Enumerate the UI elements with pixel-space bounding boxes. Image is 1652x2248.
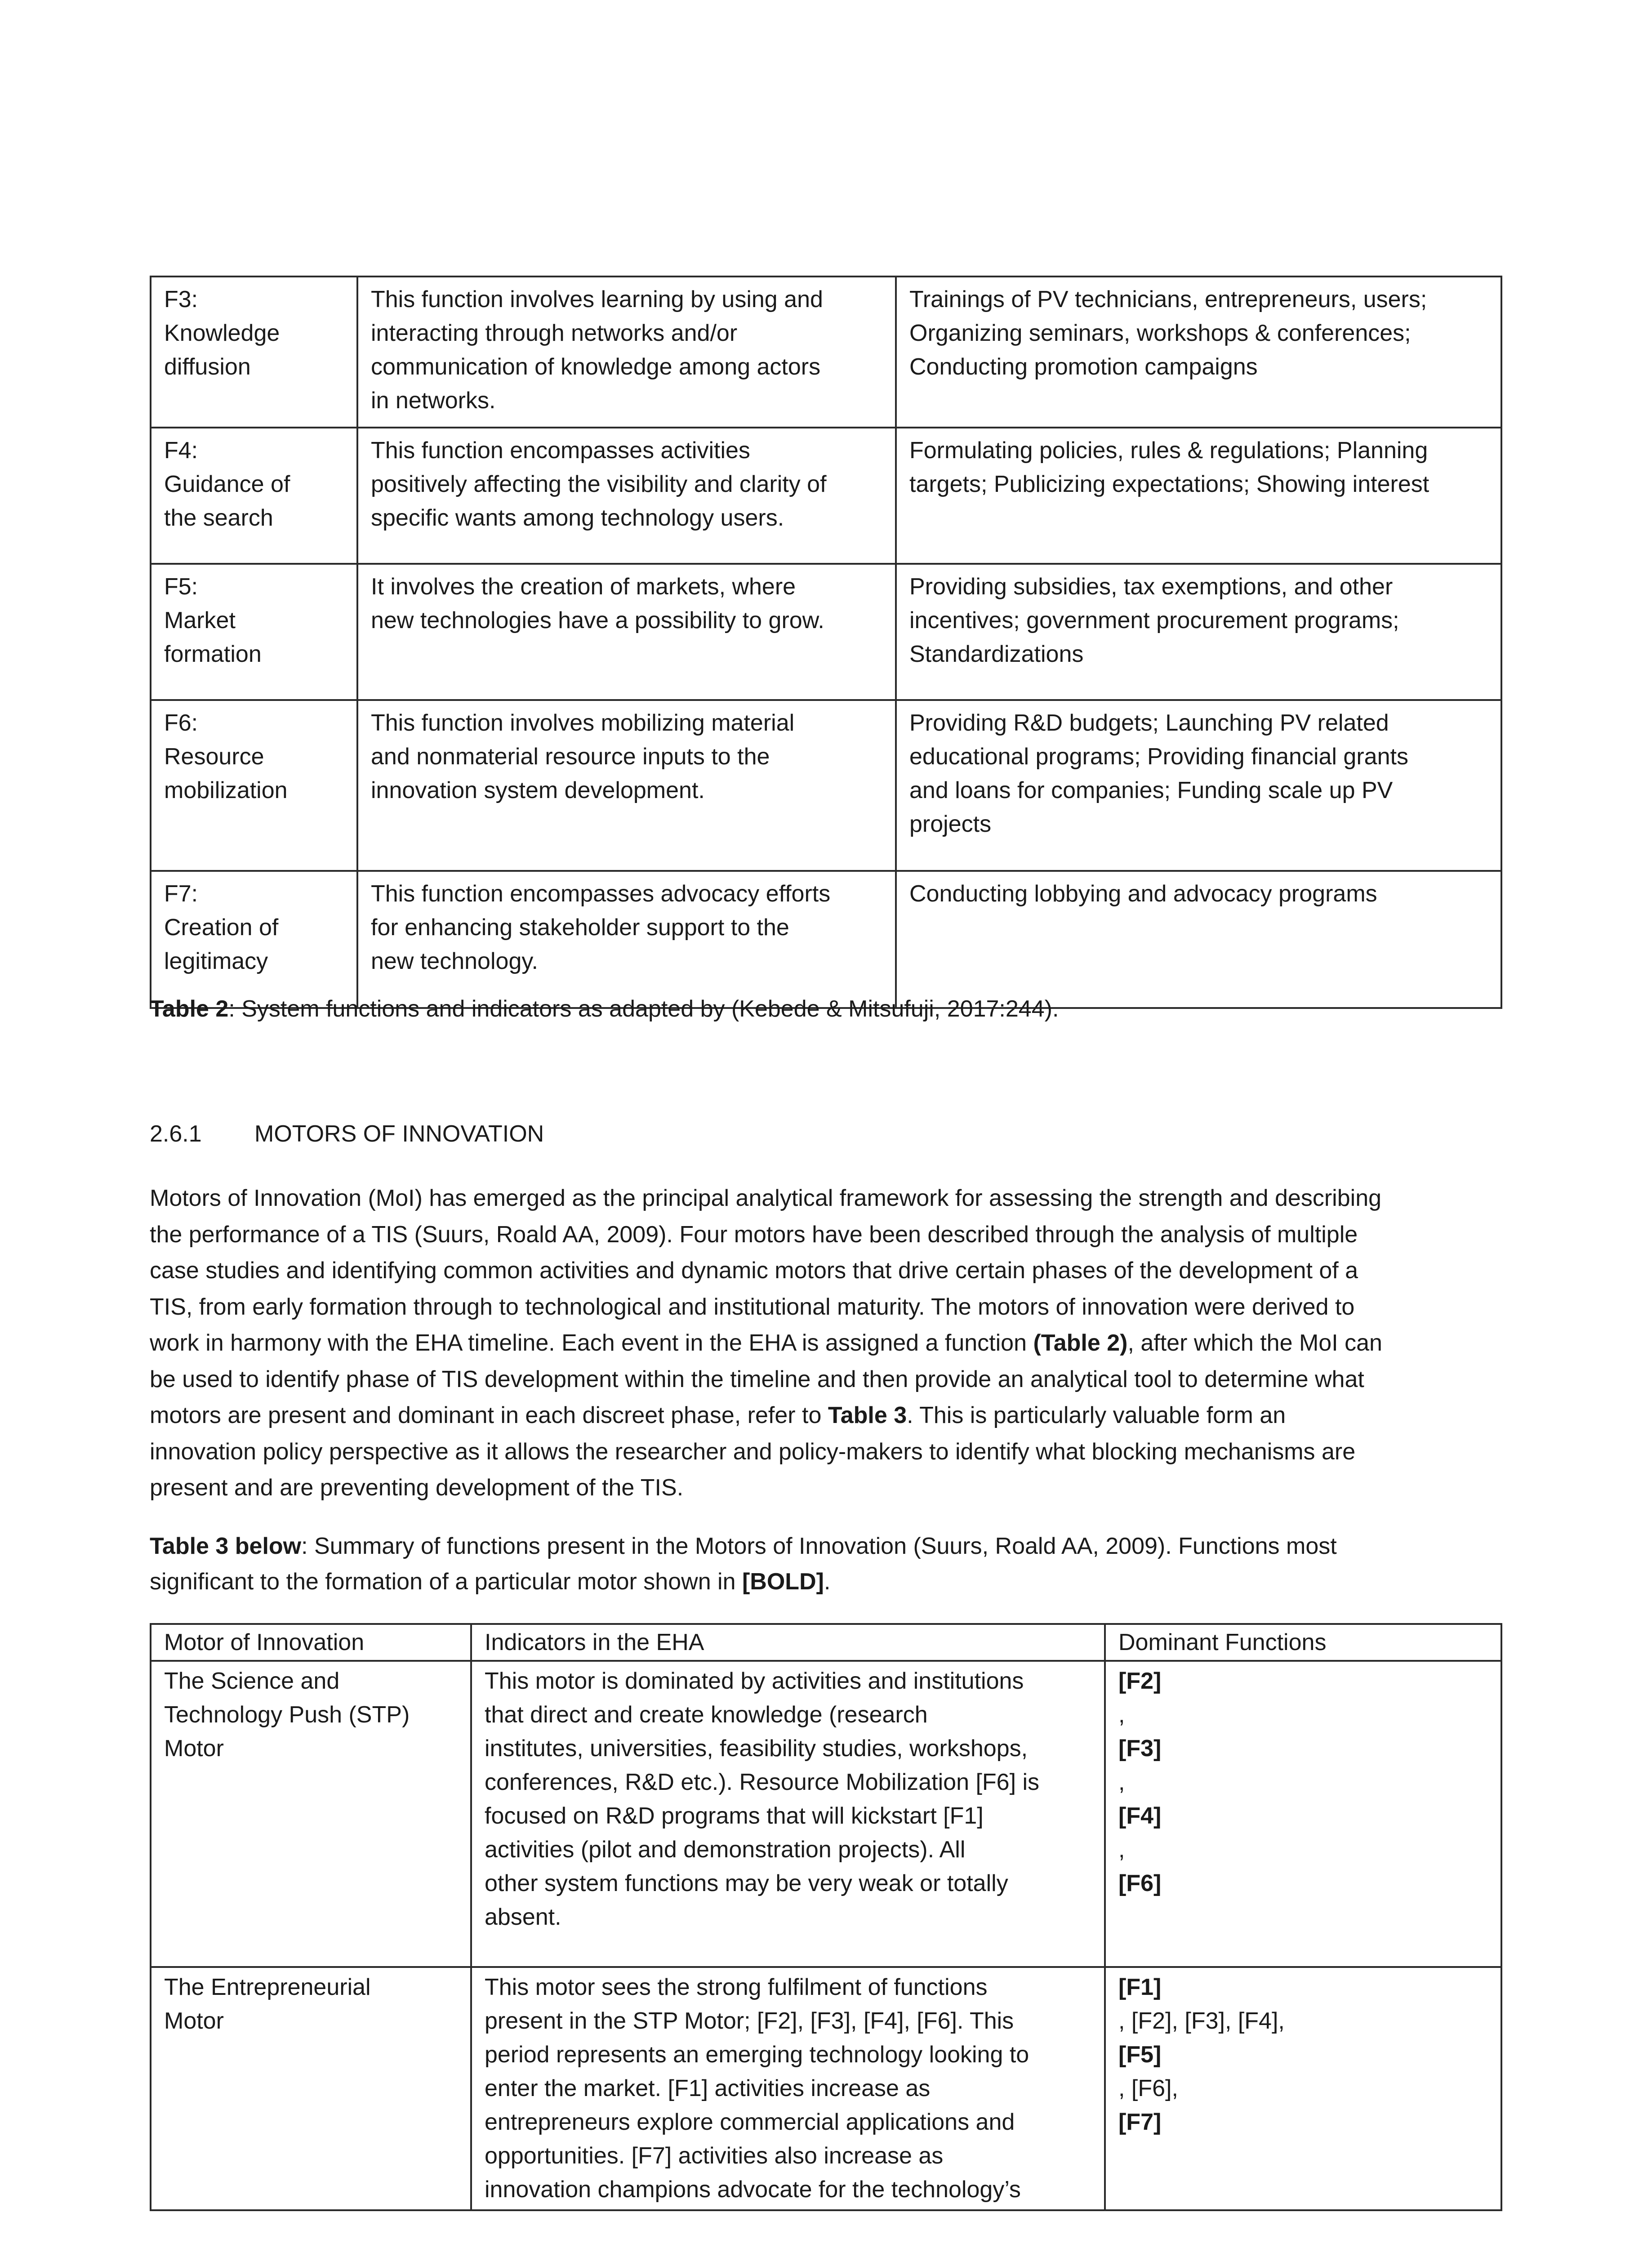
text-line: present and are preventing development of the TIS. (150, 1475, 684, 1501)
table-row (151, 700, 1501, 871)
table-row (151, 564, 1501, 700)
text-line: be used to identify phase of TIS development within the timeline and then provide an analytical tool to determine what (150, 1366, 1364, 1392)
function-cell: F5: Market formation (151, 564, 357, 700)
text-line: [F2] , [F3] , [F4] , [F6] (1118, 1668, 1162, 1896)
indicators-cell: Conducting lobbying and advocacy programs (896, 871, 1501, 1008)
text-line: [F7] (1118, 2109, 1162, 2135)
table-row (151, 1967, 1501, 2210)
description-cell: This function involves learning by using and interacting through networks and/or communication of knowledge among actors in networks. (357, 277, 896, 428)
motors-table (150, 1623, 1502, 2211)
text-line: [F1] , [F2], [F3], [F4], [F5] , [F6], (1118, 1974, 1285, 2101)
text-line: Table 3 below: Summary of functions present in the Motors of Innovation (Suurs, Roald AA, 2009). Functions most (150, 1533, 1337, 1559)
function-cell: F3: Knowledge diffusion (151, 277, 357, 428)
description-cell: This function encompasses advocacy efforts for enhancing stakeholder support to the new technology. (357, 871, 896, 1008)
dominant-functions-cell (1105, 1967, 1501, 2210)
description-cell: This function involves mobilizing material and nonmaterial resource inputs to the innovation system development. (357, 700, 896, 871)
table2-caption: Table 2: System functions and indicators as adapted by (Kebede & Mitsufuji, 2017:244). (150, 996, 1059, 1022)
functions-table (150, 276, 1502, 1009)
column-header: Indicators in the EHA (471, 1624, 1105, 1661)
table-header-row (151, 1624, 1501, 1661)
text-line: significant to the formation of a particular motor shown in [BOLD]. (150, 1569, 831, 1595)
text-line: motors are present and dominant in each discreet phase, refer to Table 3. This is particularly valuable form an (150, 1402, 1286, 1428)
indicators-cell: This motor sees the strong fulfilment of functions present in the STP Motor; [F2], [F3], [F4], [F6]. This period represents an emerging technology looking to enter the market. [F1] activities increase as entrepreneurs explore commercial applications and opportunities. [F7] activities also increase as innovation champions advocate for the technology’s (471, 1967, 1105, 2210)
description-cell: This function encompasses activities positively affecting the visibility and clarity of specific wants among technology users. (357, 428, 896, 564)
text-line: the performance of a TIS (Suurs, Roald AA, 2009). Four motors have been described through the analysis of multiple (150, 1221, 1358, 1248)
indicators-cell: Formulating policies, rules & regulations; Planning targets; Publicizing expectations; Showing interest (896, 428, 1501, 564)
motor-cell: The Entrepreneurial Motor (151, 1967, 471, 2210)
table-row (151, 1661, 1501, 1967)
indicators-cell: This motor is dominated by activities and institutions that direct and create knowledge (research institutes, universities, feasibility studies, workshops, conferences, R&D etc.). Resource Mobilization [F6] is focused on R&D programs that will kickstart [F1] activities (pilot and demonstration projects). All other system functions may be very weak or totally absent. (471, 1661, 1105, 1967)
motor-cell: The Science and Technology Push (STP) Motor (151, 1661, 471, 1967)
column-header: Dominant Functions (1105, 1624, 1501, 1661)
text-line: TIS, from early formation through to technological and institutional maturity. The motors of innovation were derived to (150, 1293, 1355, 1320)
body-paragraph (150, 1180, 1503, 1506)
function-cell: F4: Guidance of the search (151, 428, 357, 564)
function-cell: F6: Resource mobilization (151, 700, 357, 871)
description-cell: It involves the creation of markets, where new technologies have a possibility to grow. (357, 564, 896, 700)
table-row (151, 428, 1501, 564)
text-line: innovation policy perspective as it allows the researcher and policy-makers to identify what blocking mechanisms are (150, 1438, 1356, 1465)
text-line: Motors of Innovation (MoI) has emerged as the principal analytical framework for assessing the strength and describing (150, 1185, 1382, 1211)
section-heading: 2.6.1 MOTORS OF INNOVATION (150, 1121, 544, 1147)
table-row (151, 871, 1501, 1008)
dominant-functions-cell (1105, 1661, 1501, 1967)
indicators-cell: Trainings of PV technicians, entrepreneurs, users; Organizing seminars, workshops & conferences; Conducting promotion campaigns (896, 277, 1501, 428)
page-number (1474, 2246, 1501, 2248)
indicators-cell: Providing R&D budgets; Launching PV related educational programs; Providing financial grants and loans for companies; Funding scale up PV projects (896, 700, 1501, 871)
table3-intro (150, 1529, 1503, 1600)
text-line: work in harmony with the EHA timeline. Each event in the EHA is assigned a function (Table 2), after which the MoI can (150, 1330, 1382, 1356)
function-cell: F7: Creation of legitimacy (151, 871, 357, 1008)
indicators-cell: Providing subsidies, tax exemptions, and other incentives; government procurement programs; Standardizations (896, 564, 1501, 700)
text-line: case studies and identifying common activities and dynamic motors that drive certain phases of the development of a (150, 1258, 1358, 1284)
column-header: Motor of Innovation (151, 1624, 471, 1661)
table-row (151, 277, 1501, 428)
